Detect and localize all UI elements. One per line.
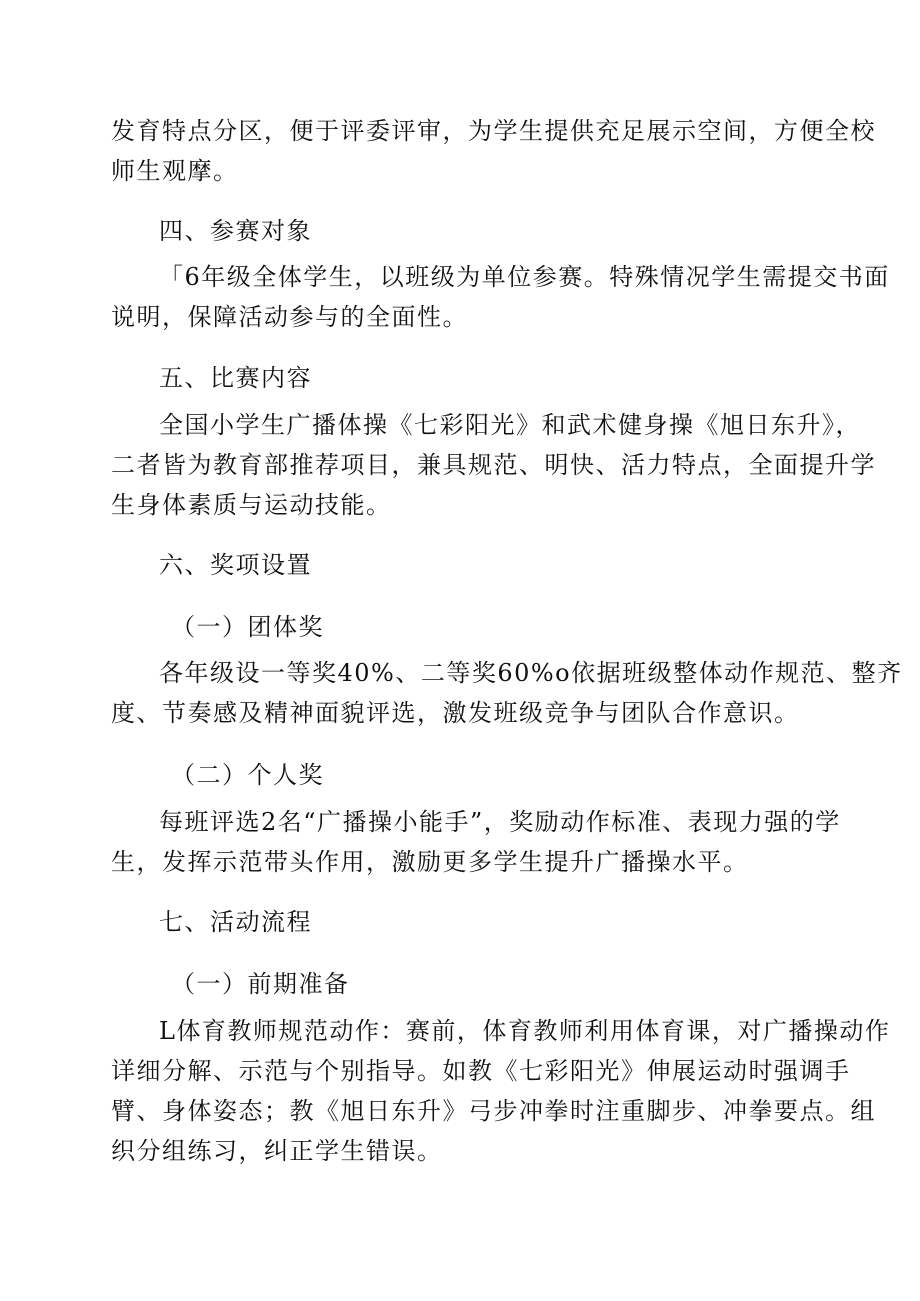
subsection-heading-preparation: （一）前期准备 (171, 970, 350, 998)
paragraph-line: 每班评选2名“广播操小能手”，奖励动作标准、表现力强的学 (159, 808, 841, 836)
paragraph-line: 生身体素质与运动技能。 (111, 491, 392, 519)
paragraph-line: 生，发挥示范带头作用，激励更多学生提升广播操水平。 (111, 848, 749, 876)
paragraph-line: 二者皆为教育部推荐项目，兼具规范、明快、活力特点，全面提升学 (111, 451, 876, 479)
paragraph-line: L体育教师规范动作：赛前，体育教师利用体育课，对广播操动作 (159, 1017, 891, 1045)
paragraph-line: 各年级设一等奖40%、二等奖60%o依据班级整体动作规范、整齐 (159, 659, 903, 687)
paragraph-line: 详细分解、示范与个别指导。如教《七彩阳光》伸展运动时强调手 (111, 1057, 851, 1085)
paragraph-line: 师生观摩。 (111, 157, 239, 185)
paragraph-line: 说明，保障活动参与的全面性。 (111, 303, 468, 331)
paragraph-line: 臂、身体姿态；教《旭日东升》弓步冲拳时注重脚步、冲拳要点。组 (111, 1097, 876, 1125)
section-heading-4: 四、参赛对象 (159, 217, 312, 245)
subsection-heading-group-award: （一）团体奖 (171, 613, 324, 641)
section-heading-6: 六、奖项设置 (159, 551, 312, 579)
paragraph-line: 全国小学生广播体操《七彩阳光》和武术健身操《旭日东升》， (159, 411, 861, 439)
paragraph-line: 织分组练习，纠正学生错误。 (111, 1137, 443, 1165)
section-heading-5: 五、比赛内容 (159, 364, 312, 392)
subsection-heading-individual-award: （二）个人奖 (171, 761, 324, 789)
paragraph-line: 度、节奏感及精神面貌评选，激发班级竞争与团队合作意识。 (111, 699, 800, 727)
paragraph-line: 发育特点分区，便于评委评审，为学生提供充足展示空间，方便全校 (111, 117, 876, 145)
section-heading-7: 七、活动流程 (159, 908, 312, 936)
paragraph-line: 「6年级全体学生，以班级为单位参赛。特殊情况学生需提交书面 (159, 263, 890, 291)
